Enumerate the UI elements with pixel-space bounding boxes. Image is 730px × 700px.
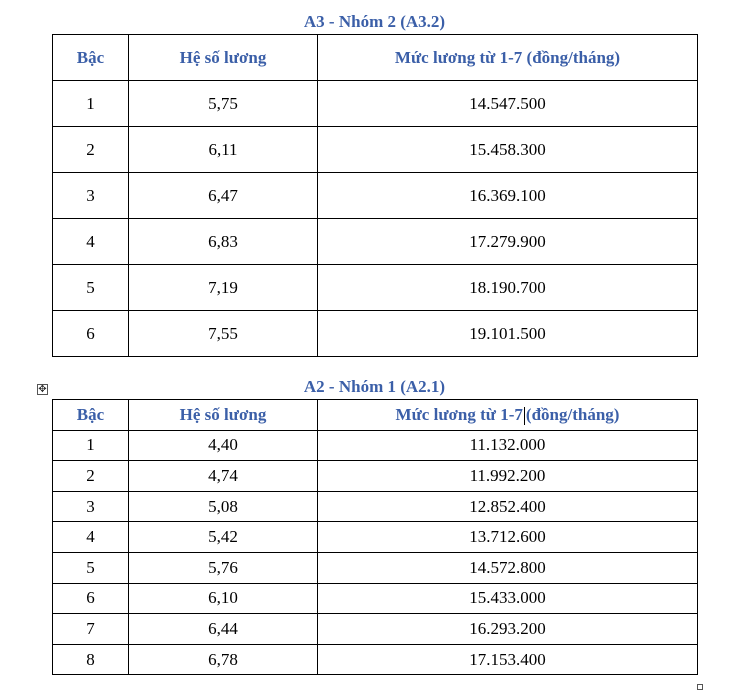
table-row [53, 614, 698, 645]
table-row [53, 644, 698, 675]
cell-he-so[interactable]: 4,40 [129, 430, 318, 461]
cell-bac[interactable]: 3 [53, 173, 129, 219]
table-header-row [53, 35, 698, 81]
text-cursor [524, 407, 525, 425]
cell-bac[interactable]: 7 [53, 614, 129, 645]
cell-muc-luong[interactable]: 15.458.300 [318, 127, 698, 173]
cell-muc-luong[interactable]: 12.852.400 [318, 491, 698, 522]
cell-muc-luong[interactable]: 14.572.800 [318, 552, 698, 583]
header-muc-luong-part2: (đồng/tháng) [525, 404, 620, 424]
salary-table-a3 [52, 34, 698, 357]
table1-caption: A3 - Nhóm 2 (A3.2) [303, 12, 446, 31]
table-row [53, 81, 698, 127]
cell-bac[interactable]: 8 [53, 644, 129, 675]
table-header-row [53, 400, 698, 431]
cell-muc-luong[interactable]: 16.369.100 [318, 173, 698, 219]
cell-he-so[interactable]: 6,47 [129, 173, 318, 219]
cell-he-so[interactable]: 5,76 [129, 552, 318, 583]
table-row [53, 491, 698, 522]
table2-caption: A2 - Nhóm 1 (A2.1) [303, 377, 446, 396]
cell-muc-luong[interactable]: 13.712.600 [318, 522, 698, 553]
cell-muc-luong[interactable]: 19.101.500 [318, 311, 698, 357]
cell-he-so[interactable]: 5,42 [129, 522, 318, 553]
cell-bac[interactable]: 5 [53, 552, 129, 583]
table-row [53, 583, 698, 614]
cell-he-so[interactable]: 6,10 [129, 583, 318, 614]
cell-he-so[interactable]: 6,11 [129, 127, 318, 173]
salary-table-a2 [52, 399, 698, 675]
cell-bac[interactable]: 1 [53, 430, 129, 461]
table-move-handle-icon[interactable]: ✥ [38, 384, 47, 395]
cell-he-so[interactable]: 7,55 [129, 311, 318, 357]
table-row [53, 311, 698, 357]
cell-he-so[interactable]: 6,83 [129, 219, 318, 265]
table-row [53, 265, 698, 311]
cell-muc-luong[interactable]: 16.293.200 [318, 614, 698, 645]
table-row [53, 127, 698, 173]
cell-bac[interactable]: 6 [53, 311, 129, 357]
header-bac[interactable]: Bậc [53, 35, 129, 81]
cell-muc-luong[interactable]: 18.190.700 [318, 265, 698, 311]
cell-bac[interactable]: 1 [53, 81, 129, 127]
cell-muc-luong[interactable]: 17.279.900 [318, 219, 698, 265]
header-muc-luong[interactable]: Mức lương từ 1-7 (đồng/tháng) [318, 35, 698, 81]
header-he-so-luong[interactable]: Hệ số lương [129, 35, 318, 81]
table-row [53, 219, 698, 265]
cell-he-so[interactable]: 4,74 [129, 461, 318, 492]
header-he-so-luong[interactable]: Hệ số lương [129, 400, 318, 431]
cell-he-so[interactable]: 7,19 [129, 265, 318, 311]
cell-muc-luong[interactable]: 11.132.000 [318, 430, 698, 461]
cell-bac[interactable]: 5 [53, 265, 129, 311]
table-row [53, 461, 698, 492]
cell-bac[interactable]: 2 [53, 127, 129, 173]
cell-muc-luong[interactable]: 15.433.000 [318, 583, 698, 614]
header-bac[interactable]: Bậc [53, 400, 129, 431]
cell-bac[interactable]: 4 [53, 522, 129, 553]
cell-bac[interactable]: 3 [53, 491, 129, 522]
table-resize-handle-icon[interactable] [697, 684, 703, 690]
table-row [53, 522, 698, 553]
table-row [53, 430, 698, 461]
cell-he-so[interactable]: 5,08 [129, 491, 318, 522]
cell-muc-luong[interactable]: 11.992.200 [318, 461, 698, 492]
header-muc-luong[interactable] [318, 400, 698, 431]
cell-he-so[interactable]: 6,44 [129, 614, 318, 645]
cell-he-so[interactable]: 6,78 [129, 644, 318, 675]
cell-he-so[interactable]: 5,75 [129, 81, 318, 127]
cell-muc-luong[interactable]: 14.547.500 [318, 81, 698, 127]
header-muc-luong-part1: Mức lương từ 1-7 [395, 404, 523, 424]
cell-bac[interactable]: 4 [53, 219, 129, 265]
cell-bac[interactable]: 6 [53, 583, 129, 614]
cell-bac[interactable]: 2 [53, 461, 129, 492]
cell-muc-luong[interactable]: 17.153.400 [318, 644, 698, 675]
table-row [53, 173, 698, 219]
table-row [53, 552, 698, 583]
